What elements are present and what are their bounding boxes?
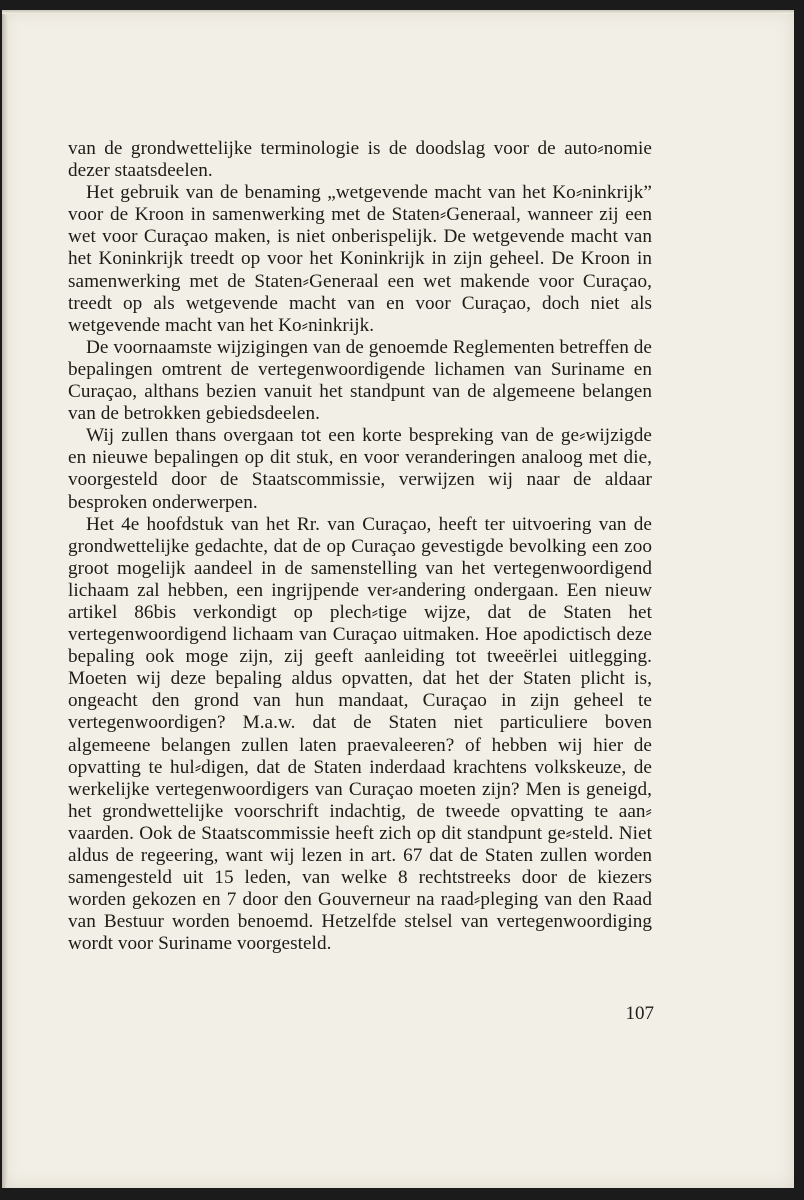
paragraph: Het 4e hoofdstuk van het Rr. van Curaçao, heeft ter uitvoering van de grondwettelijke gedachte, dat de op Curaçao gevestigde bevolking een zoo groot mogelijk aandeel in de samenstelling van het vertegenwoordigend lichaam zal hebben, een ingrijpende ver⸗andering ondergaan. Een nieuw artikel 86bis verkondigt op plech⸗tige wijze, dat de Staten het vertegenwoordigend lichaam van Curaçao uitmaken. Hoe apodictisch deze bepaling ook moge zijn, zij geeft aanleiding tot tweeërlei uitlegging. Moeten wij deze bepaling aldus opvatten, dat het der Staten plicht is, ongeacht den grond van hun mandaat, Curaçao in zijn geheel te vertegenwoordigen? M.a.w. dat de Staten niet particuliere boven algemeene belangen zullen laten praevaleeren? of hebben wij hier de opvatting te hul⸗digen, dat de Staten inderdaad krachtens volkskeuze, de werkelijke vertegenwoordigers van Curaçao moeten zijn? Men is geneigd, het grondwettelijke voorschrift indachtig, de tweede opvatting te aan⸗vaarden. Ook de Staatscommissie heeft zich op dit standpunt ge⸗steld. Niet aldus de regeering, want wij lezen in art. 67 dat de Staten zullen worden samengesteld uit 15 leden, van welke 8 rechtstreeks door de kiezers worden gekozen en 7 door den Gouverneur na raad⸗pleging van den Raad van Bestuur worden benoemd. Hetzelfde stelsel van vertegenwoordiging wordt voor Suriname voorgesteld. [68,513,652,955]
paragraph: Wij zullen thans overgaan tot een korte bespreking van de ge⸗wijzigde en nieuwe bepalingen op dit stuk, en voor veranderingen analoog met die, voorgesteld door de Staatscommissie, verwijzen wij naar de aldaar besproken onderwerpen. [68,425,652,513]
paragraph: De voornaamste wijzigingen van de genoemde Reglementen betreffen de bepalingen omtrent de vertegenwoordigende lichamen van Suriname en Curaçao, althans bezien vanuit het standpunt van de algemeene belangen van de betrokken gebiedsdeelen. [68,336,652,425]
page-number: 107 [625,1003,654,1024]
page-edge-top [2,10,794,14]
page-edge-left [2,10,8,1188]
body-text [68,138,652,955]
paragraph-continuation: van de grondwettelijke terminologie is de doodslag voor de auto⸗nomie dezer staatsdeelen. [68,138,652,182]
book-page [2,10,794,1188]
paragraph: Het gebruik van de benaming „wetgevende macht van het Ko⸗ninkrijk” voor de Kroon in samenwerking met de Staten⸗Generaal, wanneer zij een wet voor Curaçao maken, is niet onberispelijk. De wetgevende macht van het Koninkrijk treedt op voor het Koninkrijk in zijn geheel. De Kroon in samenwerking met de Staten⸗Generaal een wet makende voor Curaçao, treedt op als wetgevende macht van en voor Curaçao, doch niet als wetgevende macht van het Ko⸗ninkrijk. [68,182,652,336]
